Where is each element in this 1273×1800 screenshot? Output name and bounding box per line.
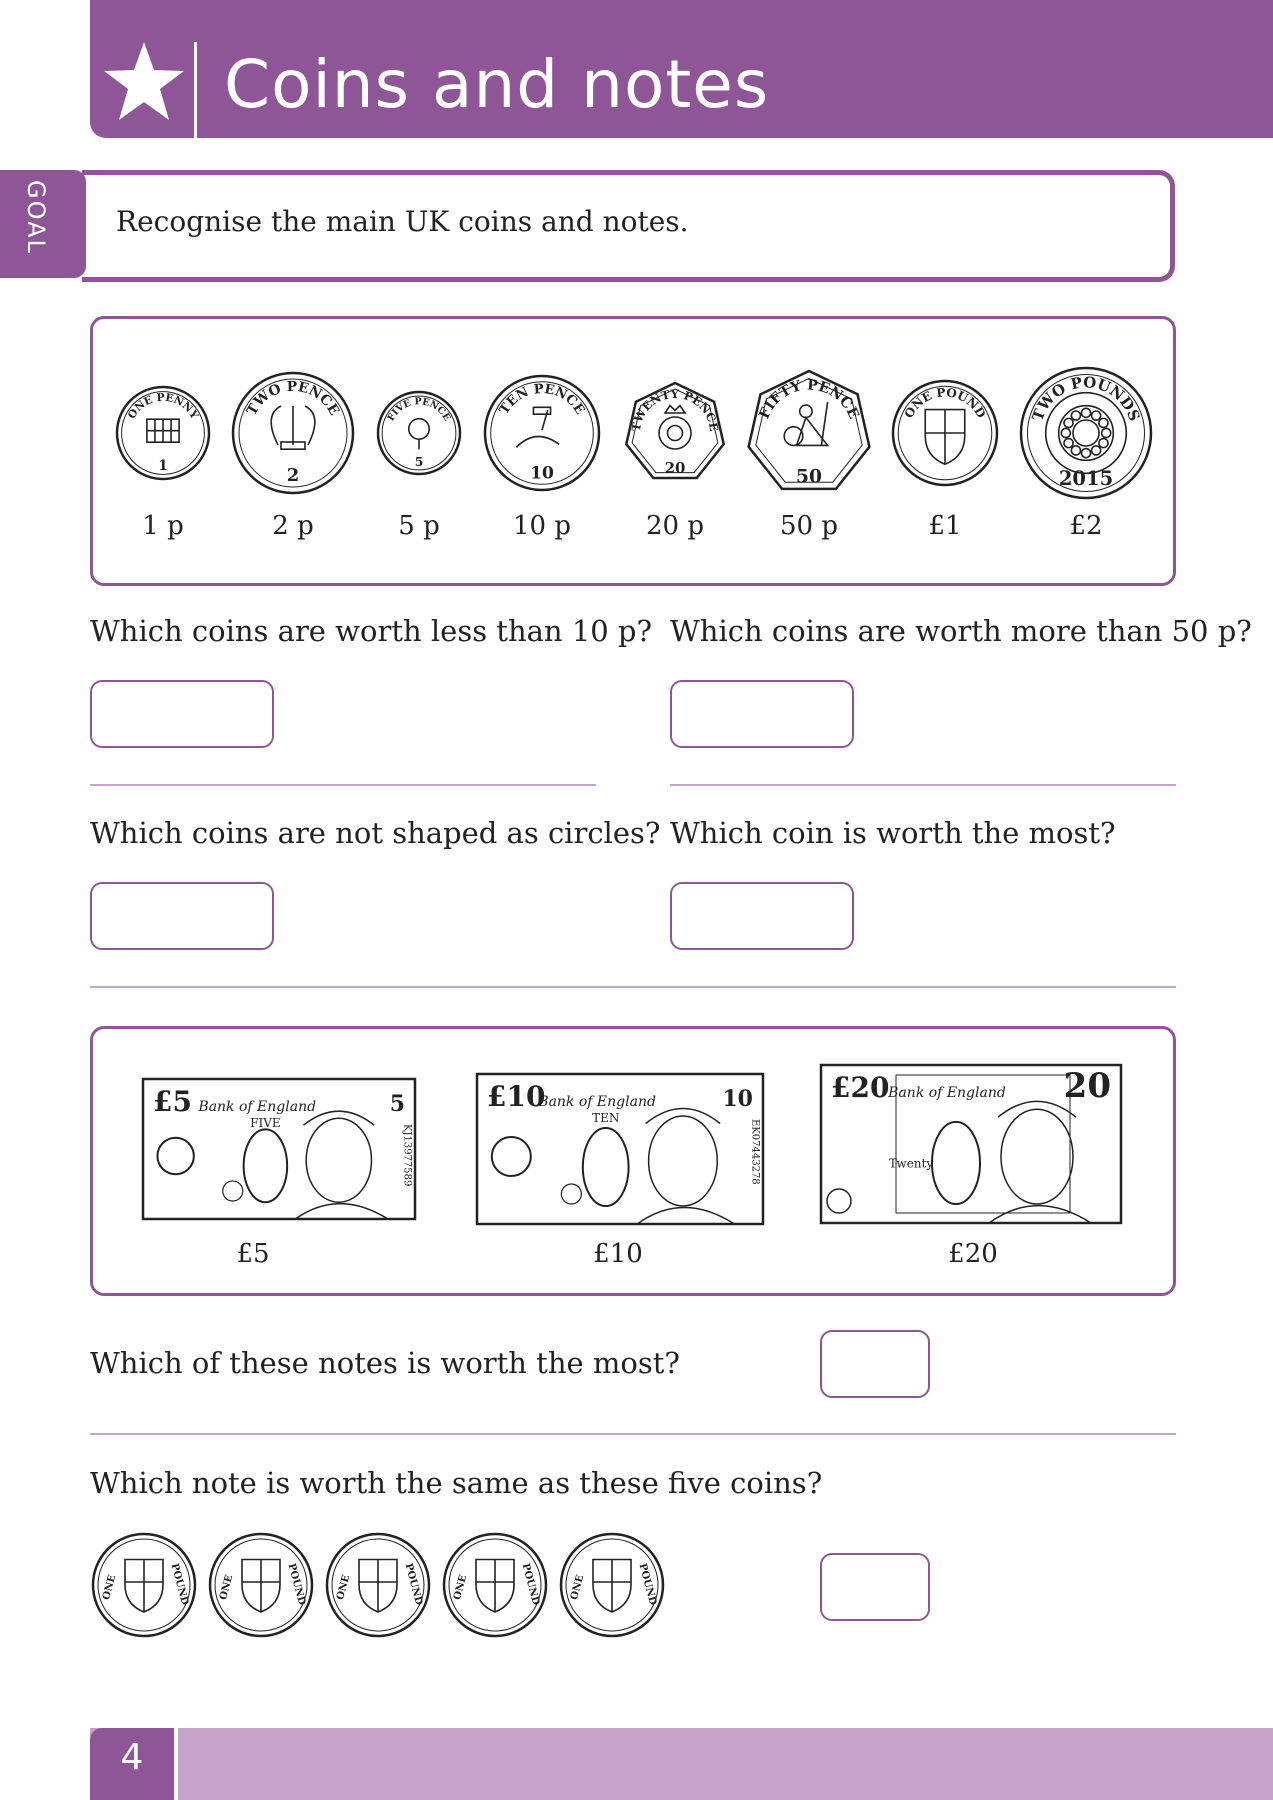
coin-rim-text: ONE [100,1573,119,1602]
uk-coin-1 [233,373,353,493]
coin-rim-text: FIVE PENCE [385,396,453,423]
star-icon [102,40,186,124]
coin-label: 2 p [272,511,314,541]
question-less-than-10p: Which coins are worth less than 10 p? [90,614,653,648]
note-corner-value: £10 [487,1080,546,1113]
coin-rim-text: ONE [568,1573,587,1602]
coin-rim-text: ONE [451,1573,470,1602]
answer-box-worth-most-coin[interactable] [670,882,854,950]
coin-rim-text: POUND [402,1562,425,1607]
coin-rim-text: TWO POUNDS [1028,373,1144,424]
note-bank-name: Bank of England [888,1085,1006,1101]
goal-box [82,170,1175,282]
coins-illustration [93,319,1173,509]
one-pound-coin [210,1534,312,1636]
coin-rim-text: TWO PENCE [243,378,343,419]
notes-illustration [93,1029,1173,1239]
note-word: TEN [592,1111,620,1125]
answer-box-not-circles[interactable] [90,882,274,950]
note-serial: EK07443278 [749,1119,761,1185]
banknote-0 [143,1079,415,1219]
coin-label: 1 p [142,511,184,541]
goal-text: Recognise the main UK coins and notes. [116,205,689,238]
divider-rule [90,784,596,786]
answer-box-five-coins[interactable] [820,1553,930,1621]
uk-coin-4 [626,383,723,478]
coin-rim-text: ONE POUND [901,385,989,421]
coin-label: 20 p [646,511,704,541]
note-label: £5 [236,1239,270,1269]
uk-coin-3 [485,376,599,490]
uk-coin-0 [117,387,209,479]
note-word: FIVE [250,1116,281,1130]
coin-value-text: 1 [158,457,168,474]
page-number: 4 [90,1728,174,1800]
one-pound-coin [327,1534,429,1636]
note-label: £20 [948,1239,998,1269]
coin-rim-text: POUND [636,1562,659,1607]
coin-label: 10 p [513,511,571,541]
question-more-than-50p: Which coins are worth more than 50 p? [670,614,1252,648]
note-corner-value: £5 [153,1085,192,1118]
coin-rim-text: TEN PENCE [496,381,588,418]
coin-rim-text: POUND [168,1562,191,1607]
page-header [90,0,1273,138]
coin-label: 5 p [398,511,440,541]
uk-coin-2 [378,392,460,474]
note-word: Twenty [888,1156,934,1171]
coin-value-text: 10 [530,463,554,484]
note-bank-name: Bank of England [198,1099,317,1115]
divider-rule [90,1433,1176,1435]
goal-tab-label: GOAL [22,180,50,255]
coin-value-text: 2015 [1058,467,1114,490]
coin-rim-text: ONE [217,1573,236,1602]
coin-value-text: 20 [664,459,686,477]
coin-label: 50 p [780,511,838,541]
goal-tab [0,170,86,278]
answer-box-more-than-50p[interactable] [670,680,854,748]
coin-rim-text: POUND [285,1562,308,1607]
question-worth-most-note: Which of these notes is worth the most? [90,1346,680,1380]
coin-value-text: 2 [286,465,300,486]
header-divider [194,42,197,138]
answer-box-less-than-10p[interactable] [90,680,274,748]
one-pound-coin [93,1534,195,1636]
question-not-circles: Which coins are not shaped as circles? [90,816,661,850]
uk-coin-5 [749,371,870,489]
coin-label: £1 [928,511,962,541]
note-corner-value: £20 [831,1071,890,1104]
coin-rim-text: FIFTY PENCE [756,377,862,422]
coin-rim-text: POUND [519,1562,542,1607]
question-worth-most-coin: Which coin is worth the most? [670,816,1116,850]
banknote-1 [477,1074,763,1224]
note-label: £10 [593,1239,643,1269]
note-serial: KJ13977589 [401,1124,413,1187]
coin-rim-text: ONE [334,1573,353,1602]
note-number: 20 [1063,1066,1111,1106]
one-pound-coin [561,1534,663,1636]
banknote-2 [821,1065,1121,1223]
coin-rim-text: TWENTY PENCE [628,386,722,433]
page-footer [90,1728,1273,1800]
note-bank-name: Bank of England [538,1094,656,1110]
divider-rule [90,986,1176,988]
uk-coin-7 [1021,368,1151,498]
coin-value-text: 50 [796,466,822,488]
divider-rule [670,784,1176,786]
notes-panel [90,1026,1176,1296]
coin-label: £2 [1069,511,1103,541]
note-number: 10 [722,1086,753,1112]
page-title: Coins and notes [224,46,770,123]
one-pound-coin [444,1534,546,1636]
coin-value-text: 5 [414,453,424,469]
coin-rim-text: ONE PENNY [125,391,201,422]
uk-coin-6 [893,381,997,485]
note-number: 5 [389,1091,405,1117]
footer-separator [174,1728,178,1800]
coins-panel [90,316,1176,586]
question-five-coins: Which note is worth the same as these five coins? [90,1466,823,1500]
answer-box-worth-most-note[interactable] [820,1330,930,1398]
